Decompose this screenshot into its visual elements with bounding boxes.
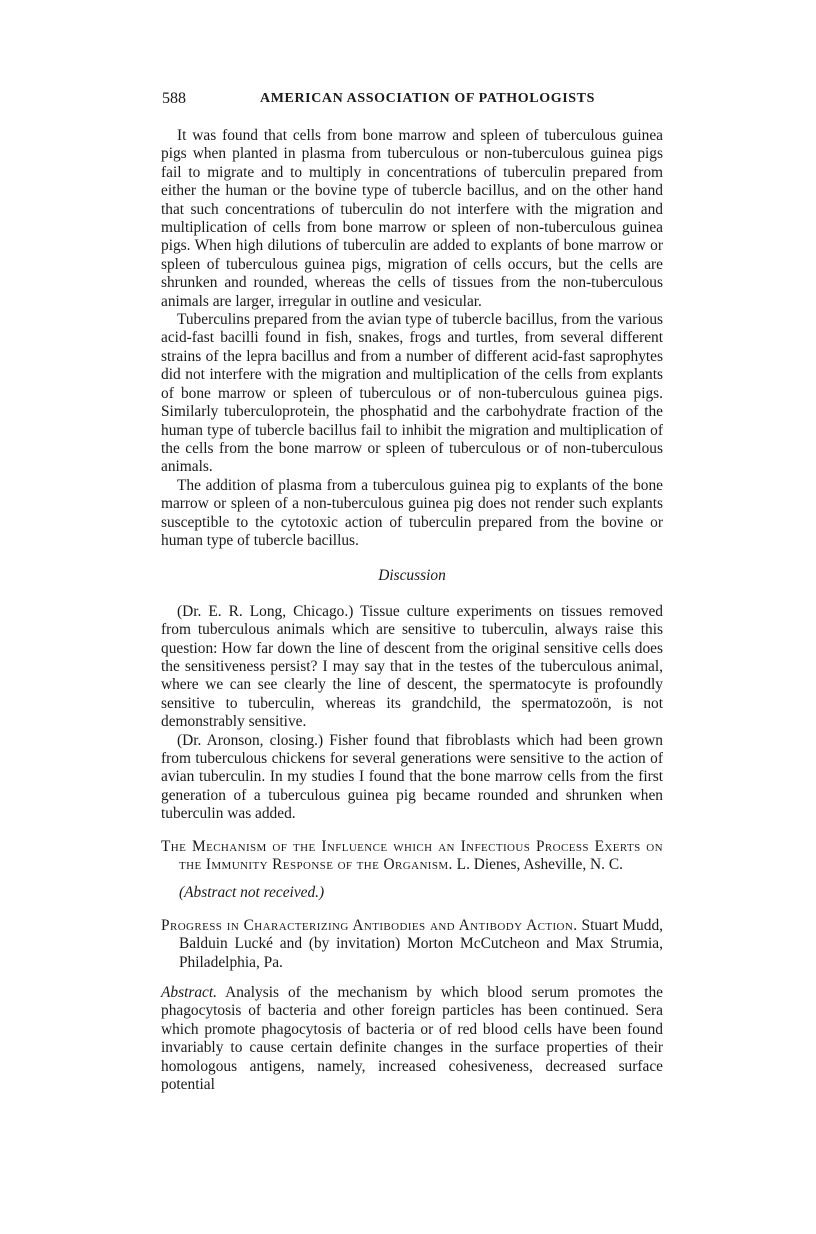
article-body: [161, 127, 663, 1095]
discussion-heading: Discussion: [378, 567, 446, 585]
entry-mudd: [161, 917, 663, 972]
abstract-mudd: [161, 984, 663, 1094]
entry-authors: Stuart Mudd, Balduin Lucké and (by invitation) Morton McCutcheon and Max Strumia, Philadelphia, Pa.: [179, 916, 663, 971]
discussion-paragraph-long: (Dr. E. R. Long, Chicago.) Tissue culture experiments on tissues removed from tuberculous animals which are sensitive to tuberculin, always raise this question: How far down the line of descent from the original sensitive cells does the sensitiveness persist? I may say that in the testes of the tuberculous animal, where we can see clearly the line of descent, the spermatocyte is profoundly sensitive to tuberculin, whereas its grandchild, the spermatozoön, is not demonstrably sensitive.: [161, 602, 663, 731]
abstract-not-received: (Abstract not received.): [179, 884, 325, 902]
entry-authors: L. Dienes, Asheville, N. C.: [456, 856, 623, 874]
running-head: AMERICAN ASSOCIATION OF PATHOLOGISTS: [260, 91, 595, 106]
body-paragraph-2: Tuberculins prepared from the avian type of tubercle bacillus, from the various acid-fast bacilli found in fish, snakes, frogs and turtles, from several different strains of the lepra bacillus and from a number of different acid-fast saprophytes did not interfere with the migration and multiplication of the cells from explants of bone marrow or spleen of tuberculous or of non-tuberculous guinea pigs. Similarly tuberculoprotein, the phosphatid and the carbohydrate fraction of the human type of tubercle bacillus fail to inhibit the migration and multiplication of the cells from the bone marrow or spleen of tuberculous or of non-tuberculous animals.: [161, 311, 663, 476]
entry-title: Progress in Characterizing Antibodies and Antibody Action.: [161, 916, 578, 934]
entry-dienes: [161, 838, 663, 875]
abstract-text: Analysis of the mechanism by which blood serum promotes the phagocytosis of bacteria and other foreign particles has been continued. Sera which promote phagocytosis of bacteria or of red blood cells have been found invariably to cause certain definite changes in the surface properties of their homologous antigens, namely, increased cohesiveness, decreased surface potential: [161, 984, 664, 1094]
page-header: [162, 90, 662, 112]
discussion-paragraph-aronson: (Dr. Aronson, closing.) Fisher found that fibroblasts which had been grown from tuberculous chickens for several generations were sensitive to the action of avian tuberculin. In my studies I found that the bone marrow cells from the first generation of a tuberculous guinea pig became rounded and shrunken when tuberculin was added.: [161, 731, 663, 823]
body-paragraph-3: The addition of plasma from a tuberculous guinea pig to explants of the bone marrow or spleen of a non-tuberculous guinea pig does not render such explants susceptible to the cytotoxic action of tuberculin prepared from the bovine or human type of tubercle bacillus.: [161, 476, 663, 549]
body-paragraph-1: It was found that cells from bone marrow and spleen of tuberculous guinea pigs when planted in plasma from tuberculous or non-tuberculous guinea pigs fail to migrate and to multiply in concentrations of tuberculin prepared from either the human or the bovine type of tubercle bacillus, and on the other hand that such concentrations of tuberculin do not interfere with the migration and multiplication of cells from bone marrow or spleen of non-tuberculous guinea pigs. When high dilutions of tuberculin are added to explants of bone marrow or spleen of tuberculous guinea pigs, migration of cells occurs, but the cells are shrunken and rounded, whereas the cells of tissues from the non-tuberculous animals are larger, irregular in outline and vesicular.: [161, 127, 663, 310]
entry-title: The Mechanism of the Influence which an Infectious Process Exerts on the Immunity Response of the Organism.: [161, 837, 663, 874]
page-number: 588: [162, 90, 186, 107]
abstract-label: Abstract.: [161, 984, 218, 1002]
